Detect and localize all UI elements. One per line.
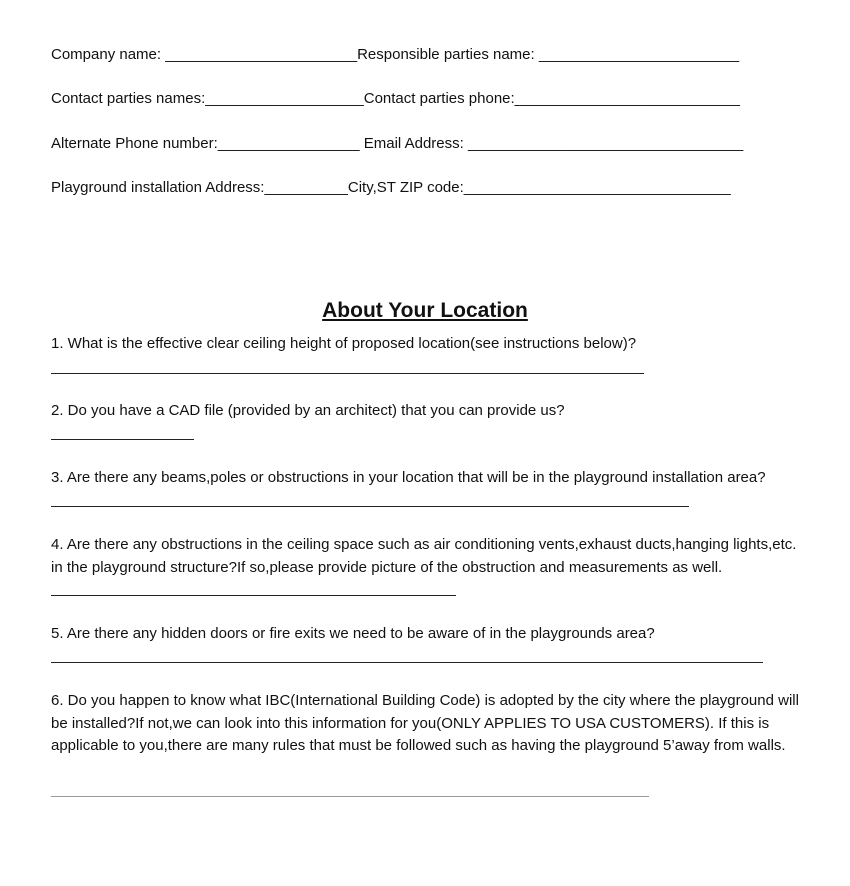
question-4-answer-line[interactable]	[51, 595, 456, 596]
question-6-line-3: applicable to you,there are many rules that must be followed such as having the playground 5’away from walls.	[51, 737, 786, 754]
contact-parties-row: Contact parties names:___________________Contact parties phone:___________________________	[51, 90, 740, 107]
section-title: About Your Location	[322, 299, 528, 322]
question-4-text	[51, 534, 811, 579]
question-6-line-2: be installed?If not,we can look into this information for you(ONLY APPLIES TO USA CUSTOMERS). If this is	[51, 714, 770, 732]
question-5-answer-line[interactable]	[51, 662, 763, 663]
alternate-phone-row: Alternate Phone number:_________________ Email Address: _________________________________	[51, 135, 744, 152]
company-name-row: Company name: _______________________Responsible parties name: ________________________	[51, 46, 740, 63]
question-1-answer-line[interactable]	[51, 373, 644, 374]
question-6-line-1: 6. Do you happen to know what IBC(International Building Code) is adopted by the city where the playground will	[51, 692, 799, 709]
question-6-answer-line[interactable]	[51, 796, 649, 797]
question-4-line-1: 4. Are there any obstructions in the ceiling space such as air conditioning vents,exhaust ducts,hanging lights,etc.	[51, 536, 797, 553]
question-4-line-2: in the playground structure?If so,please provide picture of the obstruction and measurements as well.	[51, 558, 723, 576]
question-5-text: 5. Are there any hidden doors or fire exits we need to be aware of in the playgrounds area?	[51, 625, 655, 642]
question-1-text: 1. What is the effective clear ceiling height of proposed location(see instructions below)?	[51, 335, 637, 352]
question-6-text	[51, 690, 811, 758]
question-2-text: 2. Do you have a CAD file (provided by an architect) that you can provide us?	[51, 402, 565, 419]
question-3-text: 3. Are there any beams,poles or obstructions in your location that will be in the playground installation area?	[51, 469, 766, 486]
question-2-answer-line[interactable]	[51, 439, 194, 440]
installation-address-row: Playground installation Address:__________City,ST ZIP code:________________________________	[51, 179, 731, 196]
question-3-answer-line[interactable]	[51, 506, 689, 507]
